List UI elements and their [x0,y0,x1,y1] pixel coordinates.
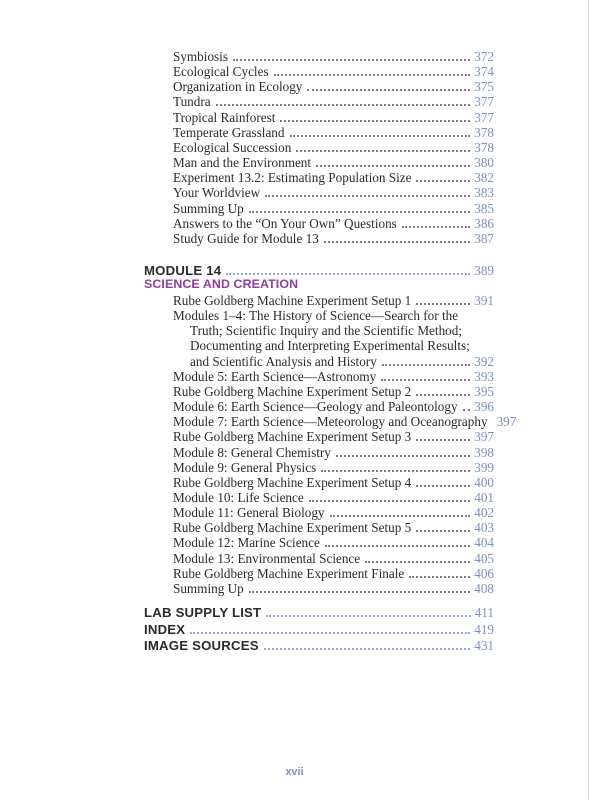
leader-dots [402,226,470,228]
leader-dots [416,485,470,487]
toc-entry[interactable] [0,79,589,94]
leader-dots [249,591,471,593]
leader-dots [309,500,470,502]
back-matter-label: INDEX [144,621,186,637]
toc-entry-title: Man and the Environment [173,155,312,171]
toc-entry-page-number: 398 [474,444,494,460]
toc-entry[interactable] [0,140,589,155]
leader-dots [324,241,470,243]
leader-dots [382,364,470,366]
leader-dots [280,120,470,122]
toc-entry[interactable] [0,354,589,369]
toc-entry-title: Rube Goldberg Machine Experiment Finale [173,565,405,581]
leader-dots [463,409,471,411]
toc-entry-page-number: 404 [474,535,494,551]
toc-entry-title: Your Worldview [173,185,261,201]
leader-dots [416,394,470,396]
toc-entry[interactable] [0,384,589,399]
toc-entry-page-number: 397 [496,414,517,430]
toc-entry[interactable] [0,231,589,246]
back-matter-page-number: 431 [474,638,494,653]
leader-dots [365,561,470,563]
toc-entry-title: Experiment 13.2: Estimating Population Size [173,170,412,186]
toc-entry-page-number: 383 [474,185,494,201]
toc-entry-continuation-line [0,338,589,353]
toc-entry-page-number: 400 [474,474,494,490]
toc-entry-page-number: 382 [474,170,494,186]
leader-dots [296,150,470,152]
toc-entry-page-number: 385 [474,200,494,216]
leader-dots [290,135,471,137]
toc-entry-title: Module 13: Environmental Science [173,550,361,566]
toc-entry-page-number: 386 [474,215,494,231]
toc-entry[interactable] [0,429,589,444]
toc-entry[interactable] [0,475,589,490]
leader-dots [266,615,470,617]
toc-entry-page-number: 399 [474,459,494,475]
toc-entry-title: Module 11: General Biology [173,505,325,521]
leader-dots [274,74,471,76]
leader-dots [226,273,470,275]
toc-entry-page-number: 408 [474,580,494,596]
toc-entry-page-number: 392 [474,353,494,369]
leader-dots [409,576,470,578]
toc-entry-title: Summing Up [173,200,244,216]
leader-dots [316,165,470,167]
toc-entry-page-number: 375 [474,79,494,95]
toc-entry-page-number: 380 [474,155,494,171]
leader-dots [416,530,470,532]
toc-entry-title: Module 5: Earth Science—Astronomy [173,368,377,384]
leader-dots [416,180,470,182]
toc-entry-page-number: 405 [474,550,494,566]
toc-entry[interactable] [0,520,589,535]
leader-dots [330,515,471,517]
toc-entry-page-number: 393 [474,368,494,384]
toc-entry[interactable] [0,605,589,620]
module14-label: MODULE 14 [144,263,222,278]
toc-entry-title: Summing Up [173,580,244,596]
toc-entry[interactable] [0,445,589,460]
toc-entry[interactable] [0,369,589,384]
toc-entry-page-number: 395 [474,383,494,399]
leader-dots [336,455,470,457]
leader-dots [325,545,470,547]
toc-entry-title: Rube Goldberg Machine Experiment Setup 5 [173,520,412,536]
toc-entry-page-number: 377 [474,109,494,125]
toc-entry[interactable] [0,638,589,653]
toc-entry[interactable] [0,622,589,637]
toc-entry[interactable] [0,201,589,216]
toc-entry-page-number: 374 [474,64,494,80]
toc-entry-title: Module 12: Marine Science [173,535,320,551]
toc-entry-title: Symbiosis [173,49,228,64]
module14-title: SCIENCE AND CREATION [144,277,299,291]
toc-entry-page-number: 391 [474,293,494,308]
page-folio: xvii [285,766,304,778]
toc-entry[interactable] [0,460,589,475]
toc-entry[interactable] [0,399,589,414]
toc-entry-title-line: Documenting and Interpreting Experimental Results; [190,338,470,354]
toc-entry-title: Module 10: Life Science [173,489,304,505]
back-matter-label: LAB SUPPLY LIST [144,605,262,620]
toc-entry-page-number: 378 [474,124,494,140]
leader-dots [381,379,470,381]
toc-entry[interactable] [0,64,589,79]
toc-entry[interactable] [0,551,589,566]
toc-entry[interactable] [0,110,589,125]
leader-dots [264,648,471,650]
toc-entry-title: Tundra [173,94,211,110]
back-matter-page-number: 411 [474,605,494,620]
toc-entry-title: Ecological Cycles [173,64,269,80]
toc-entry-title: Module 7: Earth Science—Meteorology and Oceanography [173,414,488,430]
module14-heading-row[interactable] [0,263,589,278]
toc-entry-page-number: 377 [474,94,494,110]
toc-entry-title: Temperate Grassland [173,124,285,140]
toc-entry[interactable] [0,490,589,505]
toc-entry[interactable] [0,414,589,429]
leader-dots [216,104,471,106]
toc-entry-title: Module 6: Earth Science—Geology and Paleontology [173,399,458,415]
toc-entry[interactable] [0,566,589,581]
toc-entry[interactable] [0,535,589,550]
toc-entry-page-number: 403 [474,520,494,536]
toc-entry-title: Rube Goldberg Machine Experiment Setup 2 [173,383,412,399]
toc-entry[interactable] [0,293,589,308]
toc-entry-page-number: 406 [474,565,494,581]
module14-page-number: 389 [474,263,494,278]
leader-dots [190,632,470,634]
leader-dots [249,211,471,213]
back-matter-label: IMAGE SOURCES [144,638,259,653]
toc-entry-page-number: 387 [474,230,494,246]
toc-entry-page-number: 396 [474,399,494,415]
toc-entry[interactable] [0,125,589,140]
toc-entry-title: Study Guide for Module 13 [173,230,319,246]
toc-entry-page-number: 378 [474,139,494,155]
toc-entry[interactable] [0,581,589,596]
back-matter-page-number: 419 [474,621,494,637]
toc-entry-title: Rube Goldberg Machine Experiment Setup 4 [173,474,412,490]
toc-entry-page-number: 372 [474,49,494,64]
toc-entry-title: Organization in Ecology [173,79,303,95]
leader-dots [265,195,470,197]
toc-entry-title: Rube Goldberg Machine Experiment Setup 3 [173,429,412,445]
toc-entry[interactable] [0,505,589,520]
toc-entry-title: Module 9: General Physics [173,459,317,475]
toc-entry-title: Answers to the “On Your Own” Questions [173,215,397,231]
toc-entry[interactable] [0,49,589,64]
toc-entry[interactable] [0,185,589,200]
toc-entry-title: Module 8: General Chemistry [173,444,331,460]
toc-entry-page-number: 397 [474,429,494,445]
toc-entry-continuation-line [0,323,589,338]
toc-entry-page-number: 402 [474,505,494,521]
toc-entry-title: Tropical Rainforest [173,109,276,125]
leader-dots [233,59,470,61]
toc-entry[interactable] [0,155,589,170]
leader-dots [416,439,470,441]
leader-dots [416,303,470,305]
toc-entry-title-line: and Scientific Analysis and History [190,353,377,369]
toc-entry-title-line: Modules 1–4: The History of Science—Search for the [173,308,459,324]
toc-entry[interactable] [0,216,589,231]
leader-dots [321,470,470,472]
toc-entry-continuation-line [0,308,589,323]
toc-entry-title: Ecological Succession [173,139,292,155]
toc-entry-title: Rube Goldberg Machine Experiment Setup 1 [173,293,412,308]
leader-dots [307,89,470,91]
toc-entry[interactable] [0,170,589,185]
toc-entry[interactable] [0,94,589,109]
toc-entry-title-line: Truth; Scientific Inquiry and the Scientific Method; [190,323,463,339]
toc-entry-page-number: 401 [474,489,494,505]
